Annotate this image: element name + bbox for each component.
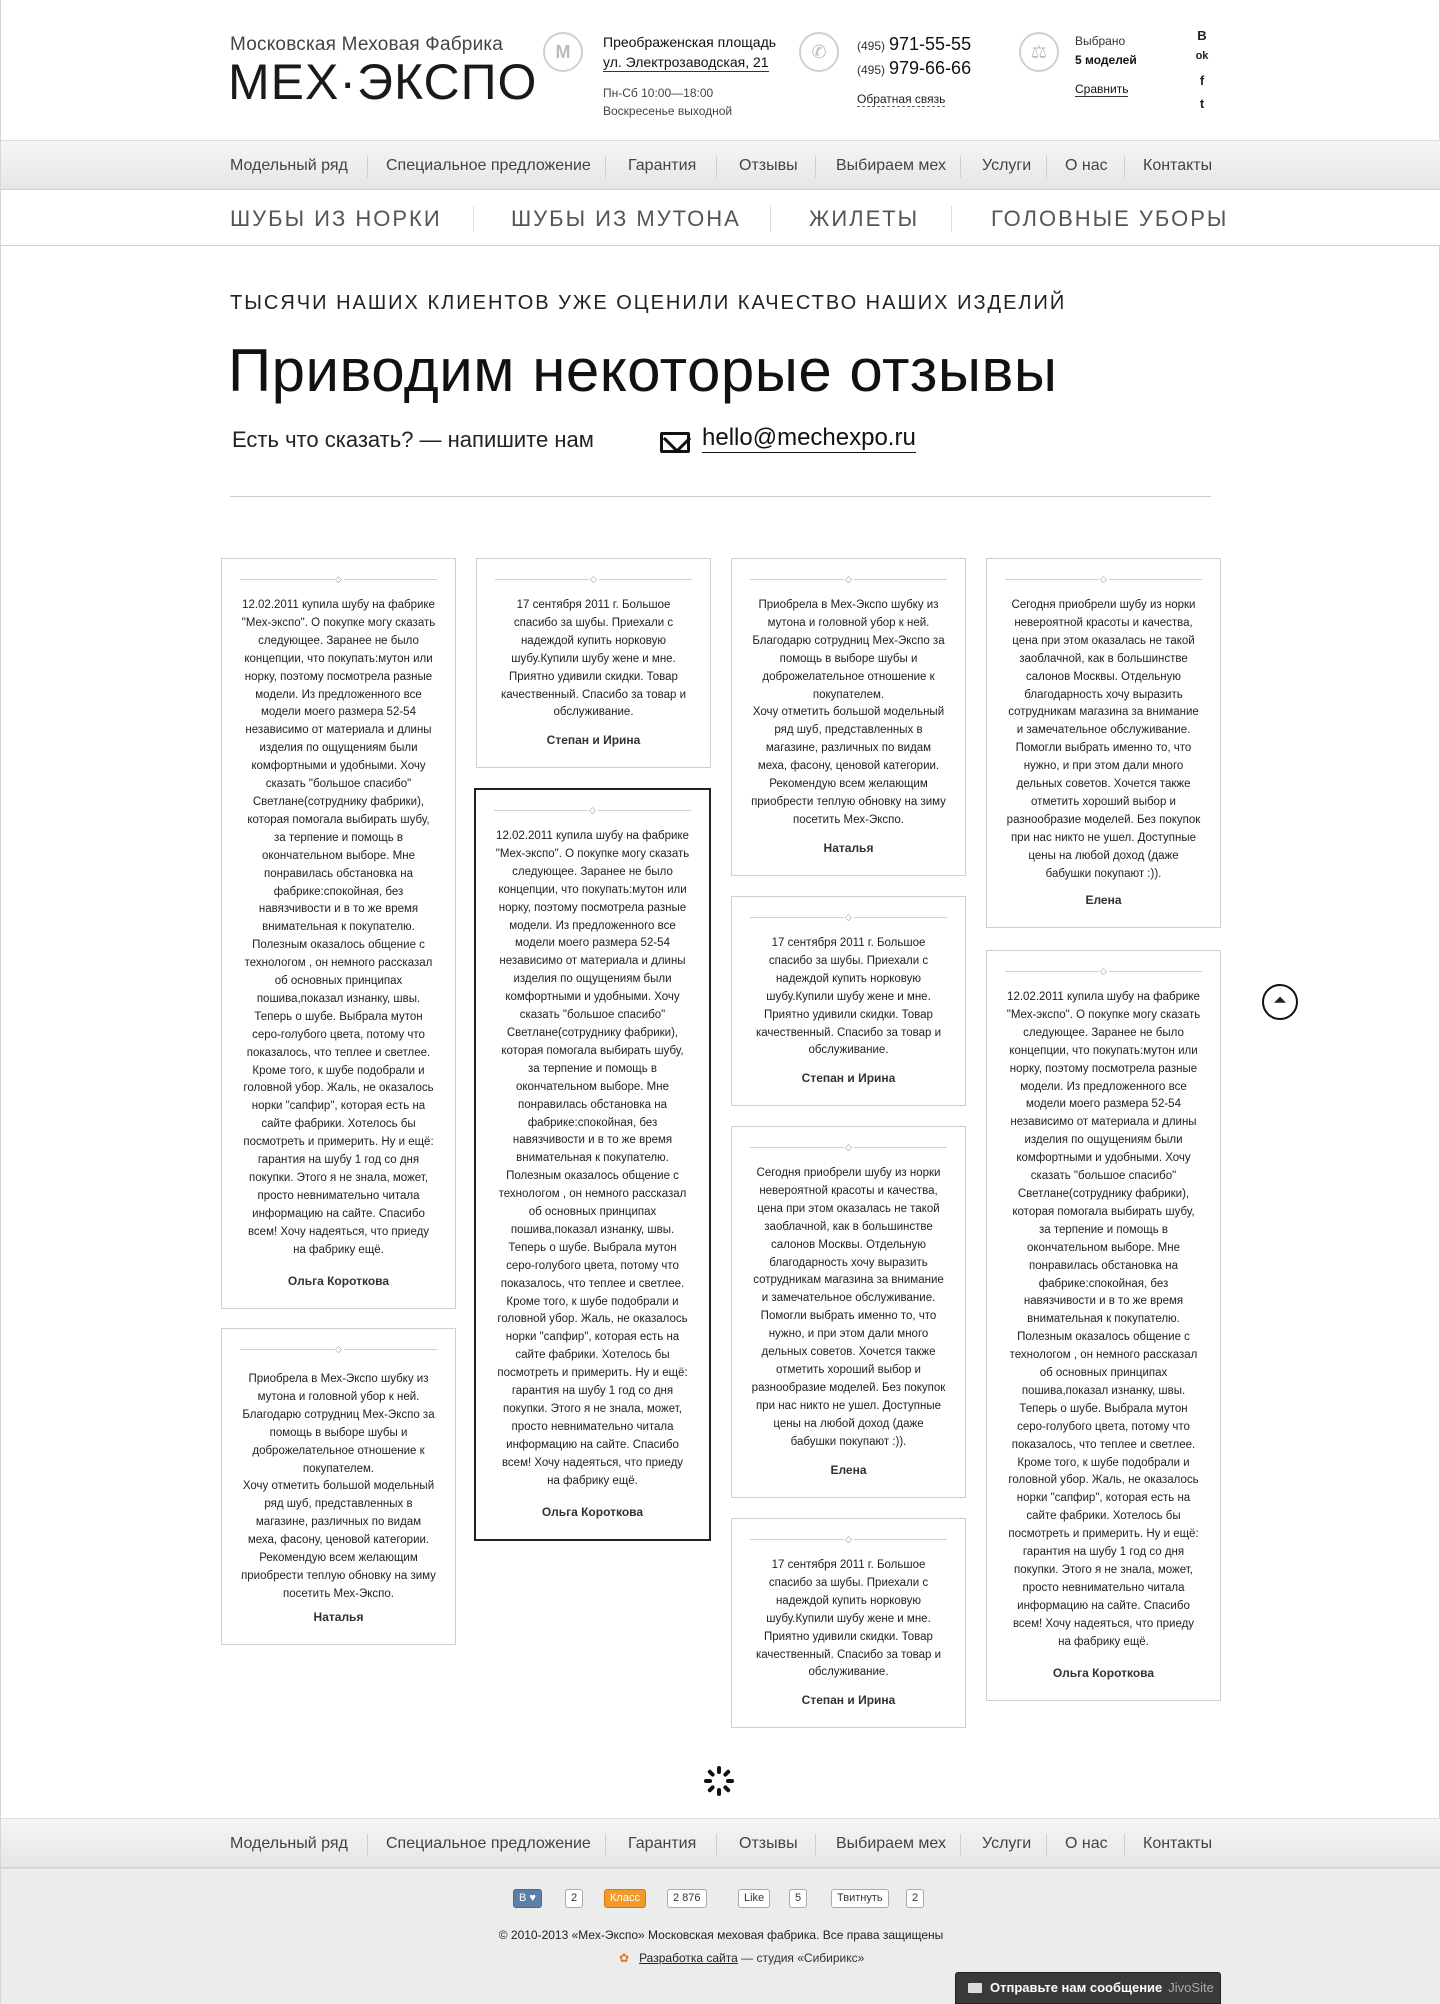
card-ornament: ◇: [750, 579, 947, 580]
section-kicker: ТЫСЯЧИ НАШИХ КЛИЕНТОВ УЖЕ ОЦЕНИЛИ КАЧЕСТВО НАШИХ ИЗДЕЛИЙ: [230, 292, 1067, 314]
review-card[interactable]: [986, 950, 1221, 1701]
envelope-icon: [660, 432, 690, 453]
review-text: 17 сентября 2011 г. Большое спасибо за шубы. Приехали с надеждой купить норковую шубу.Купили шубу жене и мне. Приятно удивили скидки. Товар качественный. Спасибо за товар и обслуживание.: [755, 1559, 942, 1679]
loading-spinner-icon: [704, 1766, 734, 1796]
nav-divider: [1124, 1834, 1125, 1856]
logo[interactable]: МЕХ·ЭКСПО: [228, 54, 538, 110]
opening-hours: [603, 84, 732, 120]
selected-count: 5 моделей: [1075, 53, 1137, 67]
address-line2[interactable]: ул. Электрозаводская, 21: [603, 54, 769, 70]
footer-nav-contacts[interactable]: Контакты: [1143, 1835, 1213, 1852]
nav-divider: [1124, 156, 1125, 178]
footer-nav: [1, 1818, 1440, 1868]
facebook-icon[interactable]: f: [1199, 73, 1205, 88]
review-text: 12.02.2011 купила шубу на фабрике "Мех-экспо". О покупке могу сказать следующее. Заранее не было концепции, что покупать:мутон или норку, поэтому посмотрела разные модели. Из предложенного все модели моего размера 52-54 независимо от материала и длины изделия по ощущениям были комфортными и удобными. Хочу сказать "большое спасибо" Светлане(сотруднику фабрики), которая помогала выбирать шубу, за терпение и помощь в окончательном выборе. Мне понравилась обстановка на фабрике:спокойная, без навязчивости и в то же время внимательная к покупателю. Полезным оказалось общение с технологом , он немного рассказал об основных принципах пошива,показал изнанку, швы. Теперь о шубе. Выбрала мутон серо-голубого цвета, потому что показалось, что теплее и светлее. Кроме того, к шубе подобрали и головной убор. Жаль, не оказалось норки "сапфир", которая есть на сайте фабрики. Хотелось бы посмотреть и примерить. Ну и ещё: гарантия на шубу 1 год со дня покупки. Этого я не знала, может, просто невнимательно читала информацию на сайте. Спасибо всем! Хочу надеяться, что приеду на фабрику ещё.: [495, 830, 690, 1487]
nav-divider: [960, 1834, 961, 1856]
footer-nav-reviews[interactable]: Отзывы: [739, 1835, 798, 1852]
jivosite-chat-button[interactable]: [955, 1972, 1221, 2004]
vk-share-count: 2: [565, 1889, 583, 1908]
developer-credit: [619, 1951, 864, 1965]
review-card[interactable]: [731, 1126, 966, 1498]
card-ornament: ◇: [750, 1539, 947, 1540]
nav-divider: [716, 156, 717, 178]
phone-2[interactable]: [857, 58, 971, 79]
nav-divider: [716, 1834, 717, 1856]
feedback-link[interactable]: Обратная связь: [857, 92, 946, 106]
category-divider: [473, 206, 474, 232]
phone-2-number: 979-66-66: [889, 58, 972, 78]
card-ornament: ◇: [494, 810, 691, 811]
site-header: [1, 0, 1440, 140]
ok-share-button[interactable]: Класс: [604, 1889, 646, 1908]
compare-link[interactable]: Сравнить: [1075, 82, 1129, 96]
review-text: 17 сентября 2011 г. Большое спасибо за шубы. Приехали с надеждой купить норковую шубу.Купили шубу жене и мне. Приятно удивили скидки. Товар качественный. Спасибо за товар и обслуживание.: [755, 937, 942, 1057]
card-ornament: ◇: [240, 1349, 437, 1350]
review-author: Елена: [1085, 893, 1122, 907]
nav-divider: [367, 156, 368, 178]
footer-nav-choose-fur[interactable]: Выбираем мех: [836, 1835, 946, 1852]
tweet-count: 2: [906, 1889, 924, 1908]
review-card[interactable]: [986, 558, 1221, 928]
review-text: Приобрела в Мех-Экспо шубку из мутона и головной убор к ней. Благодарю сотрудниц Мех-Экспо за помощь в выборе шубы и доброжелательное отношение к покупателем. Хочу отметить большой модельный ряд шуб, представленных в магазине, различных по видам меха, фасону, ценовой категории. Рекомендую всем желающим приобрести теплую обновку на зиму посетить Мех-Экспо.: [241, 1373, 436, 1600]
category-mink-coats[interactable]: ШУБЫ ИЗ НОРКИ: [230, 206, 442, 231]
nav-divider: [1046, 1834, 1047, 1856]
review-author: Елена: [830, 1463, 867, 1477]
nav-special-offer[interactable]: Специальное предложение: [386, 157, 591, 174]
metro-icon: [543, 32, 583, 72]
phone-2-code: (495): [857, 63, 886, 77]
ok-share-count: 2 876: [667, 1889, 707, 1908]
card-ornament: ◇: [240, 579, 437, 580]
nav-divider: [605, 156, 606, 178]
nav-guarantee[interactable]: Гарантия: [628, 157, 697, 174]
review-text: Приобрела в Мех-Экспо шубку из мутона и головной убор к ней. Благодарю сотрудниц Мех-Экспо за помощь в выборе шубы и доброжелательное отношение к покупателем. Хочу отметить большой модельный ряд шуб, представленных в магазине, различных по видам меха, фасону, ценовой категории. Рекомендую всем желающим приобрести теплую обновку на зиму посетить Мех-Экспо.: [751, 599, 946, 826]
card-ornament: ◇: [750, 917, 947, 918]
category-vests[interactable]: ЖИЛЕТЫ: [809, 206, 920, 231]
review-card[interactable]: [476, 558, 711, 768]
review-text: 12.02.2011 купила шубу на фабрике "Мех-экспо". О покупке могу сказать следующее. Заранее не было концепции, что покупать:мутон или норку, поэтому посмотрела разные модели. Из предложенного все модели моего размера 52-54 независимо от материала и длины изделия по ощущениям были комфортными и удобными. Хочу сказать "большое спасибо" Светлане(сотруднику фабрики), которая помогала выбирать шубу, за терпение и помощь в окончательном выборе. Мне понравилась обстановка на фабрике:спокойная, без навязчивости и в то же время внимательная к покупателю. Полезным оказалось общение с технологом , он немного рассказал об основных принципах пошива,показал изнанку, швы. Теперь о шубе. Выбрала мутон серо-голубого цвета, потому что показалось, что теплее и светлее. Кроме того, к шубе подобрали и головной убор. Жаль, не оказалось норки "сапфир", которая есть на сайте фабрики. Хотелось бы посмотреть и примерить. Ну и ещё: гарантия на шубу 1 год со дня покупки. Этого я не знала, может, просто невнимательно читала информацию на сайте. Спасибо всем! Хочу надеяться, что приеду на фабрику ещё.: [241, 599, 436, 1256]
twitter-icon[interactable]: t: [1199, 96, 1205, 111]
review-card[interactable]: [221, 558, 456, 1309]
card-ornament: ◇: [750, 1147, 947, 1148]
phone-1-code: (495): [857, 39, 886, 53]
vk-icon[interactable]: В: [1197, 28, 1207, 43]
odnoklassniki-icon[interactable]: ok: [1195, 50, 1209, 62]
logo-subtitle: Московская Меховая Фабрика: [230, 34, 504, 55]
site-footer: [1, 1868, 1440, 2004]
review-text: 17 сентября 2011 г. Большое спасибо за шубы. Приехали с надеждой купить норковую шубу.Купили шубу жене и мне. Приятно удивили скидки. Товар качественный. Спасибо за товар и обслуживание.: [500, 599, 687, 719]
nav-divider: [605, 1834, 606, 1856]
footer-nav-guarantee[interactable]: Гарантия: [628, 1835, 697, 1852]
card-ornament: ◇: [1005, 971, 1202, 972]
copyright: © 2010-2013 «Мех-Экспо» Московская меховая фабрика. Все права защищены: [498, 1928, 944, 1942]
review-text: Сегодня приобрели шубу из норки невероятной красоты и качества, цена при этом оказалась не такой заоблачной, как в большинстве салонов Москвы. Отдельную благодарность хочу выразить сотрудникам магазина за внимание и замечательное обслуживание. Помогли выбрать именно то, что нужно, и при этом дали много дельных советов. Хочется также отметить хороший выбор и разнообразие моделей. Без покупок при нас никто не ушел. Доступные цены на любой доход (даже бабушки покупают :)).: [751, 1167, 946, 1448]
nav-divider: [815, 1834, 816, 1856]
review-author: Ольга Короткова: [541, 1505, 644, 1519]
category-mouton-coats[interactable]: ШУБЫ ИЗ МУТОНА: [511, 206, 741, 231]
vk-share-button[interactable]: В ♥: [513, 1889, 542, 1908]
divider: [230, 496, 1211, 497]
review-card[interactable]: [731, 896, 966, 1106]
review-author: Степан и Ирина: [801, 1071, 896, 1085]
card-ornament: ◇: [1005, 579, 1202, 580]
nav-divider: [367, 1834, 368, 1856]
main-nav: [1, 140, 1440, 190]
write-us-text: Есть что сказать? — напишите нам: [232, 427, 594, 452]
scroll-to-top-icon[interactable]: ⏶: [1262, 984, 1298, 1020]
tweet-button[interactable]: Твитнуть: [831, 1889, 889, 1908]
email-link[interactable]: hello@mechexpo.ru: [702, 424, 916, 451]
phone-icon: ✆: [799, 32, 839, 72]
selected-label: Выбрано: [1075, 34, 1126, 48]
nav-contacts[interactable]: Контакты: [1143, 157, 1213, 174]
nav-about[interactable]: О нас: [1065, 157, 1108, 174]
review-card-selected[interactable]: [474, 788, 711, 1541]
footer-nav-about[interactable]: О нас: [1065, 1835, 1108, 1852]
nav-divider: [1046, 156, 1047, 178]
page-title: Приводим некоторые отзывы: [228, 337, 1058, 404]
fb-like-count: 5: [789, 1889, 807, 1908]
nav-models[interactable]: Модельный ряд: [230, 157, 348, 174]
scales-icon: ⚖: [1019, 32, 1059, 72]
footer-nav-models[interactable]: Модельный ряд: [230, 1835, 348, 1852]
phone-1-number: 971-55-55: [889, 34, 972, 54]
category-divider: [770, 206, 771, 232]
hours-sunday: Воскресенье выходной: [603, 104, 733, 118]
hours-weekdays: Пн-Сб 10:00—18:00: [603, 86, 714, 100]
footer-nav-services[interactable]: Услуги: [982, 1835, 1032, 1852]
nav-choose-fur[interactable]: Выбираем мех: [836, 157, 946, 174]
review-author: Наталья: [823, 841, 874, 855]
card-ornament: ◇: [495, 579, 692, 580]
category-nav: [1, 190, 1440, 246]
review-author: Наталья: [313, 1610, 364, 1624]
review-text: Сегодня приобрели шубу из норки невероятной красоты и качества, цена при этом оказалась не такой заоблачной, как в большинстве салонов Москвы. Отдельную благодарность хочу выразить сотрудникам магазина за внимание и замечательное обслуживание. Помогли выбрать именно то, что нужно, и при этом дали много дельных советов. Хочется также отметить хороший выбор и разнообразие моделей. Без покупок при нас никто не ушел. Доступные цены на любой доход (даже бабушки покупают :)).: [1006, 599, 1201, 880]
address-line1: Преображенская площадь: [603, 34, 777, 50]
review-card[interactable]: [221, 1328, 456, 1645]
review-author: Степан и Ирина: [546, 733, 641, 747]
jivo-brand: JivoSite: [1168, 1980, 1214, 1995]
nav-divider: [960, 156, 961, 178]
developer-link[interactable]: Разработка сайта: [639, 1951, 738, 1965]
nav-reviews[interactable]: Отзывы: [739, 157, 798, 174]
category-headwear[interactable]: ГОЛОВНЫЕ УБОРЫ: [991, 206, 1229, 231]
nav-divider: [815, 156, 816, 178]
review-card[interactable]: [731, 558, 966, 876]
footer-nav-special-offer[interactable]: Специальное предложение: [386, 1835, 591, 1852]
nav-services[interactable]: Услуги: [982, 157, 1032, 174]
fb-like-button[interactable]: Like: [738, 1889, 770, 1908]
review-author: Ольга Короткова: [1052, 1666, 1155, 1680]
jivo-label: Отправьте нам сообщение: [990, 1980, 1163, 1995]
phone-1[interactable]: [857, 34, 971, 55]
review-text: 12.02.2011 купила шубу на фабрике "Мех-экспо". О покупке могу сказать следующее. Заранее не было концепции, что покупать:мутон или норку, поэтому посмотрела разные модели. Из предложенного все модели моего размера 52-54 независимо от материала и длины изделия по ощущениям были комфортными и удобными. Хочу сказать "большое спасибо" Светлане(сотруднику фабрики), которая помогала выбирать шубу, за терпение и помощь в окончательном выборе. Мне понравилась обстановка на фабрике:спокойная, без навязчивости и в то же время внимательная к покупателю. Полезным оказалось общение с технологом , он немного рассказал об основных принципах пошива,показал изнанку, швы. Теперь о шубе. Выбрала мутон серо-голубого цвета, потому что показалось, что теплее и светлее. Кроме того, к шубе подобрали и головной убор. Жаль, не оказалось норки "сапфир", которая есть на сайте фабрики. Хотелось бы посмотреть и примерить. Ну и ещё: гарантия на шубу 1 год со дня покупки. Этого я не знала, может, просто невнимательно читала информацию на сайте. Спасибо всем! Хочу надеяться, что приеду на фабрику ещё.: [1006, 991, 1201, 1648]
metro-icon-letter: М: [555, 41, 571, 62]
review-card[interactable]: [731, 1518, 966, 1728]
sibirix-logo-icon: ✿: [619, 1951, 630, 1965]
review-author: Ольга Короткова: [287, 1274, 390, 1288]
category-divider: [951, 206, 952, 232]
review-author: Степан и Ирина: [801, 1693, 896, 1707]
developer-studio: — студия «Сибирикс»: [737, 1951, 865, 1965]
